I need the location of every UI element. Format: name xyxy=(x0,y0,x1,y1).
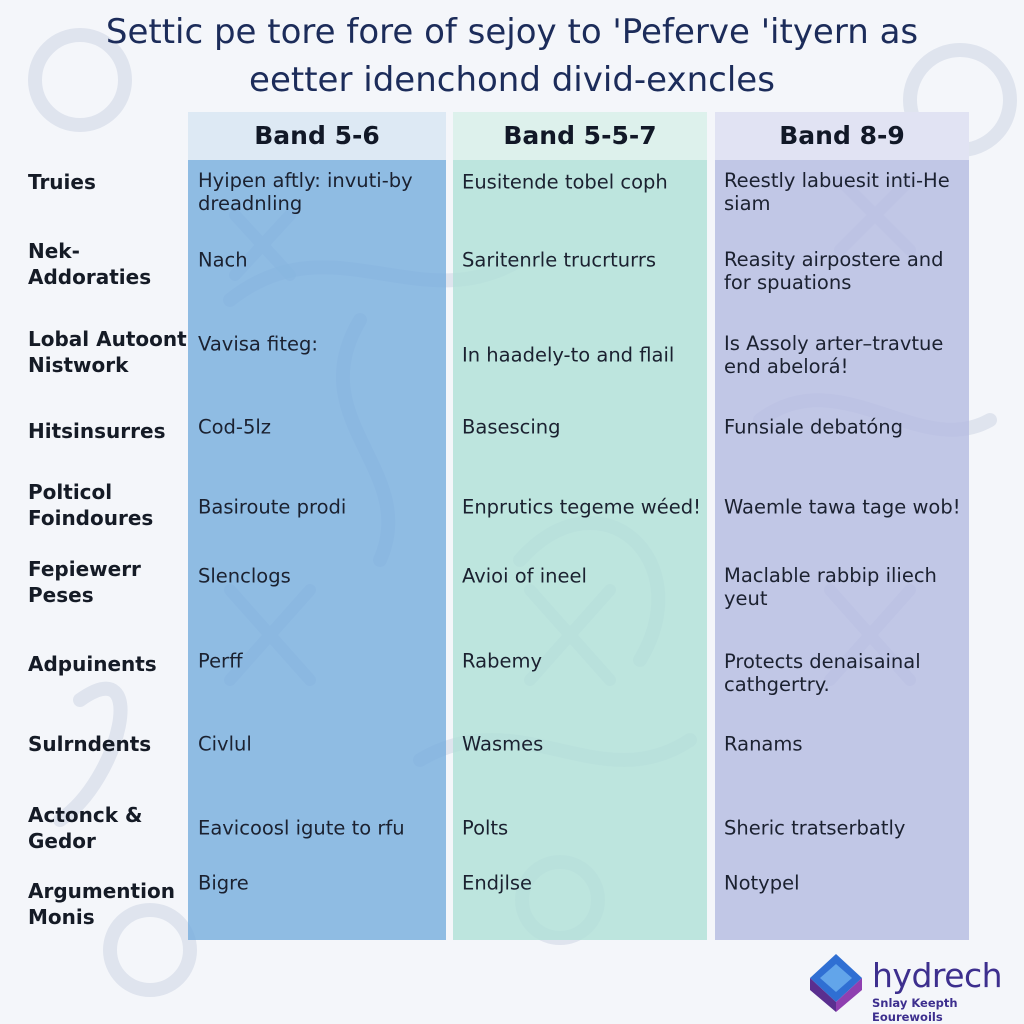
table-cell: Basiroute prodi xyxy=(198,495,347,519)
table-cell: Basescing xyxy=(462,415,561,439)
page-title xyxy=(0,8,1024,104)
row-label: Nek-Addoraties xyxy=(28,239,152,289)
table-cell: Hyipen aftly: invuti-by dreadnling xyxy=(198,169,413,215)
table-cell: Maclable rabbip iliech yeut xyxy=(724,564,937,610)
table-cell: Saritenrle trucrturrs xyxy=(462,248,657,272)
row-label: Actonck & Gedor xyxy=(28,803,143,853)
table-cell: Endjlse xyxy=(462,871,533,895)
table-cell: Notypel xyxy=(724,871,800,895)
table-cell: Polts xyxy=(462,816,509,840)
row-label: Sulrndents xyxy=(28,732,152,756)
table-cell: Reasity airpostere and for spuations xyxy=(724,248,944,294)
table-cell: Sheric tratserbatly xyxy=(724,816,906,840)
logo-name: hydrech xyxy=(872,956,1003,995)
row-label: Argumention Monis xyxy=(28,879,175,929)
table-cell: Rabemy xyxy=(462,649,542,673)
row-label: Hitsinsurres xyxy=(28,419,166,443)
row-label: Lobal Autoont Nistwork xyxy=(28,327,187,377)
table-cell: Eusitende tobel coph xyxy=(462,170,668,194)
row-label: Fepiewerr Peses xyxy=(28,557,141,607)
column-header-band-5-6: Band 5-6 xyxy=(188,112,446,160)
table-cell: Ranams xyxy=(724,732,803,756)
table-cell: Vavisa fiteg: xyxy=(198,332,318,356)
row-label: Polticol Foindoures xyxy=(28,480,154,530)
table-cell: Funsiale debatóng xyxy=(724,415,904,439)
title-line-1: Settic pe tore fore of sejoy to 'Peferve 'ityern as xyxy=(105,12,919,52)
row-label: Truies xyxy=(28,170,96,194)
logo-tagline: Snlay Keepth Eourewoils xyxy=(872,996,958,1024)
table-cell: Slenclogs xyxy=(198,564,291,588)
table-cell: Eavicoosl igute to rfu xyxy=(198,816,405,840)
table-cell: Protects denaisainal cathgertry. xyxy=(724,650,921,696)
table-cell: Cod-5lz xyxy=(198,415,272,439)
row-label: Adpuinents xyxy=(28,652,157,676)
table-cell: Wasmes xyxy=(462,732,544,756)
table-cell: In haadely-to and flail xyxy=(462,343,675,367)
table-cell: Waemle tawa tage wob! xyxy=(724,495,961,519)
table-cell: Reestly labuesit inti-He siam xyxy=(724,169,950,215)
column-header-band-8-9: Band 8-9 xyxy=(715,112,969,160)
table-cell: Civlul xyxy=(198,732,252,756)
table-cell: Is Assoly arter–travtue end abelorá! xyxy=(724,332,944,378)
table-cell: Perff xyxy=(198,649,243,673)
table-cell: Bigre xyxy=(198,871,249,895)
title-line-2: eetter idenchond divid-exncles xyxy=(249,60,775,100)
table-cell: Nach xyxy=(198,248,248,272)
column-header-band-5-5-7: Band 5-5-7 xyxy=(453,112,707,160)
table-cell: Avioi of ineel xyxy=(462,564,587,588)
table-cell: Enprutics tegeme wéed! xyxy=(462,495,701,519)
